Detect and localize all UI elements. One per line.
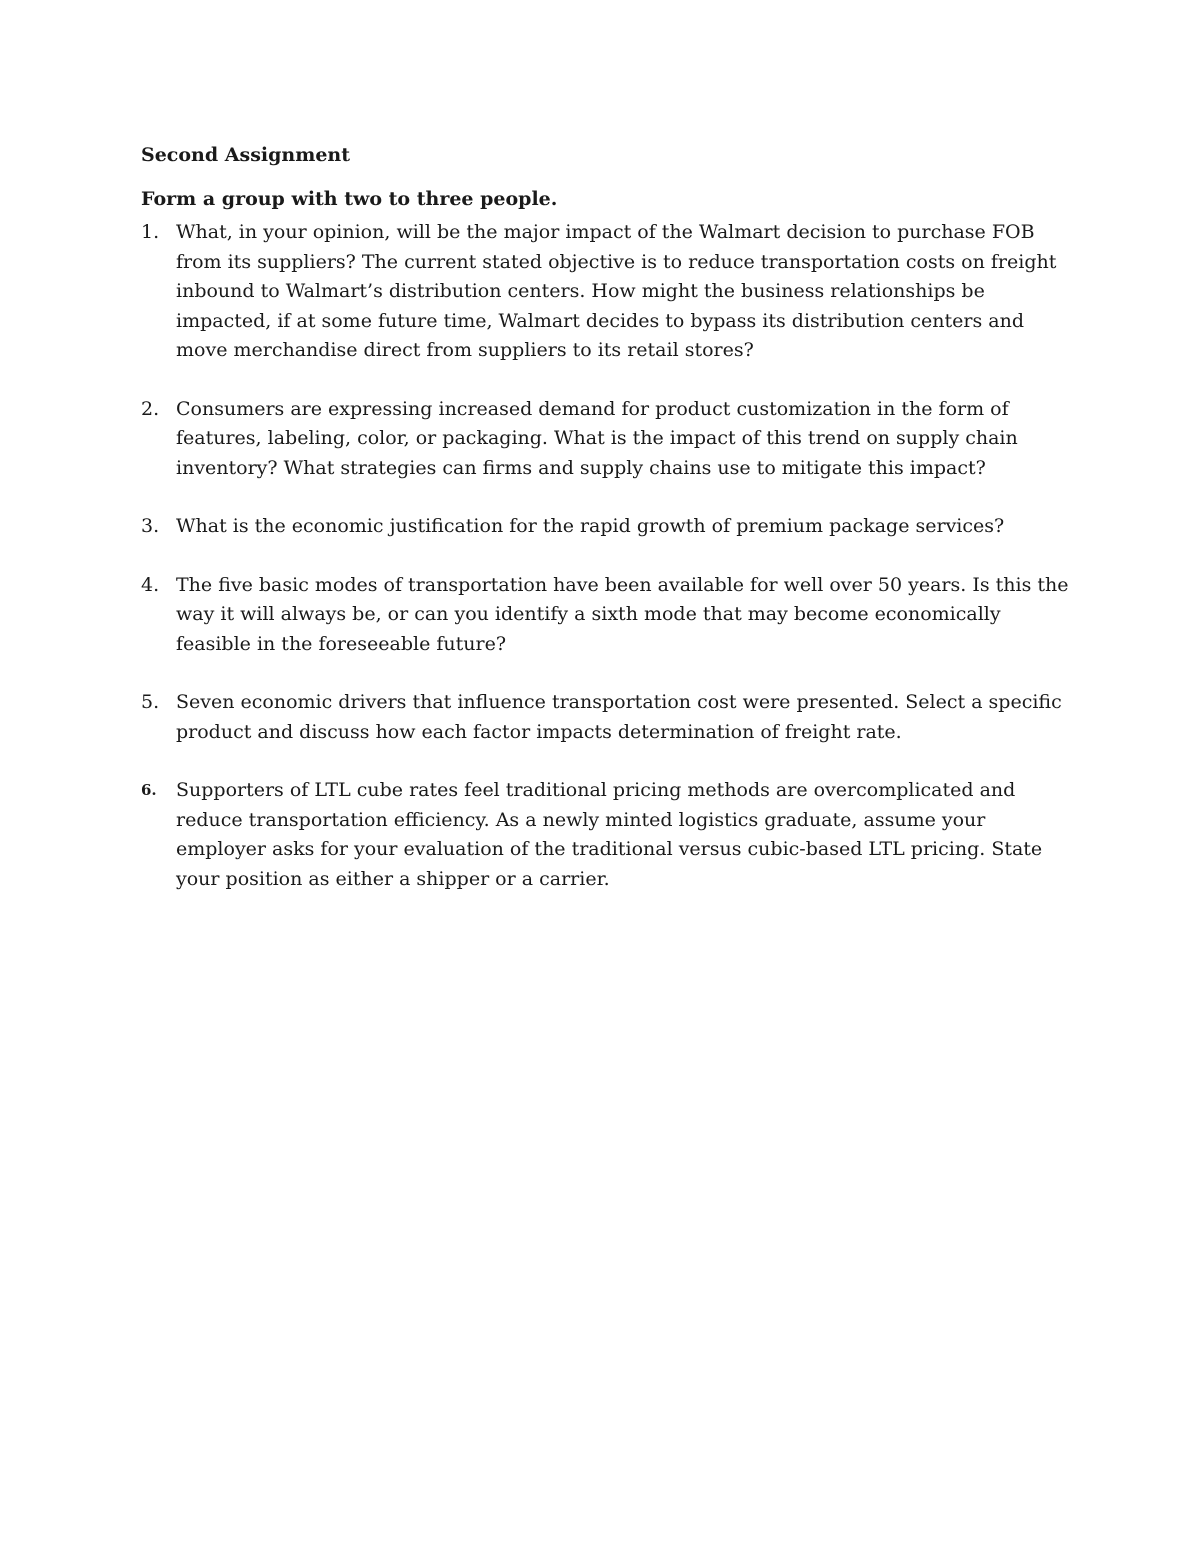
- question-number: 2.: [141, 397, 160, 420]
- question-item-3: [141, 512, 1071, 542]
- question-item-2: [141, 395, 1071, 484]
- question-text: What is the economic justification for the rapid growth of premium package services?: [176, 515, 1005, 537]
- question-item-1: [141, 218, 1071, 366]
- question-list: [141, 218, 1071, 894]
- question-item-4: [141, 571, 1071, 660]
- document-title: Second Assignment: [141, 144, 350, 166]
- question-number: 4.: [141, 573, 160, 596]
- question-text: Seven economic drivers that influence transportation cost were presented. Select a specific product and discuss how each factor impacts determination of freight rate.: [176, 691, 1062, 743]
- question-number: 3.: [141, 515, 160, 537]
- question-number: 5.: [141, 691, 160, 713]
- document-subtitle: Form a group with two to three people.: [141, 188, 558, 210]
- question-text: The five basic modes of transportation have been available for well over 50 years. Is this the way it will always be, or can you identify a sixth mode that may become economically feasible in the foreseeable future?: [176, 573, 1069, 655]
- question-number: 6.: [141, 781, 157, 799]
- question-item-6: [141, 776, 1071, 894]
- question-text: What, in your opinion, will be the major impact of the Walmart decision to purchase FOB from its suppliers? The current stated objective is to reduce transportation costs on freight inbound to Walmart’s distribution centers. How might the business relationships be impacted, if at some future time, Walmart decides to bypass its distribution centers and move merchandise direct from suppliers to its retail stores?: [176, 221, 1057, 361]
- document-page: [141, 140, 1071, 923]
- question-text: Supporters of LTL cube rates feel traditional pricing methods are overcomplicated and reduce transportation efficiency. As a newly minted logistics graduate, assume your employer asks for your evaluation of the traditional versus cubic-based LTL pricing. State your position as either a shipper or a carrier.: [176, 779, 1043, 890]
- question-item-5: [141, 688, 1071, 747]
- question-number: 1.: [141, 221, 160, 243]
- question-text: Consumers are expressing increased demand for product customization in the form of features, labeling, color, or packaging. What is the impact of this trend on supply chain inventory? What strategies can firms and supply chains use to mitigate this impact?: [176, 397, 1018, 479]
